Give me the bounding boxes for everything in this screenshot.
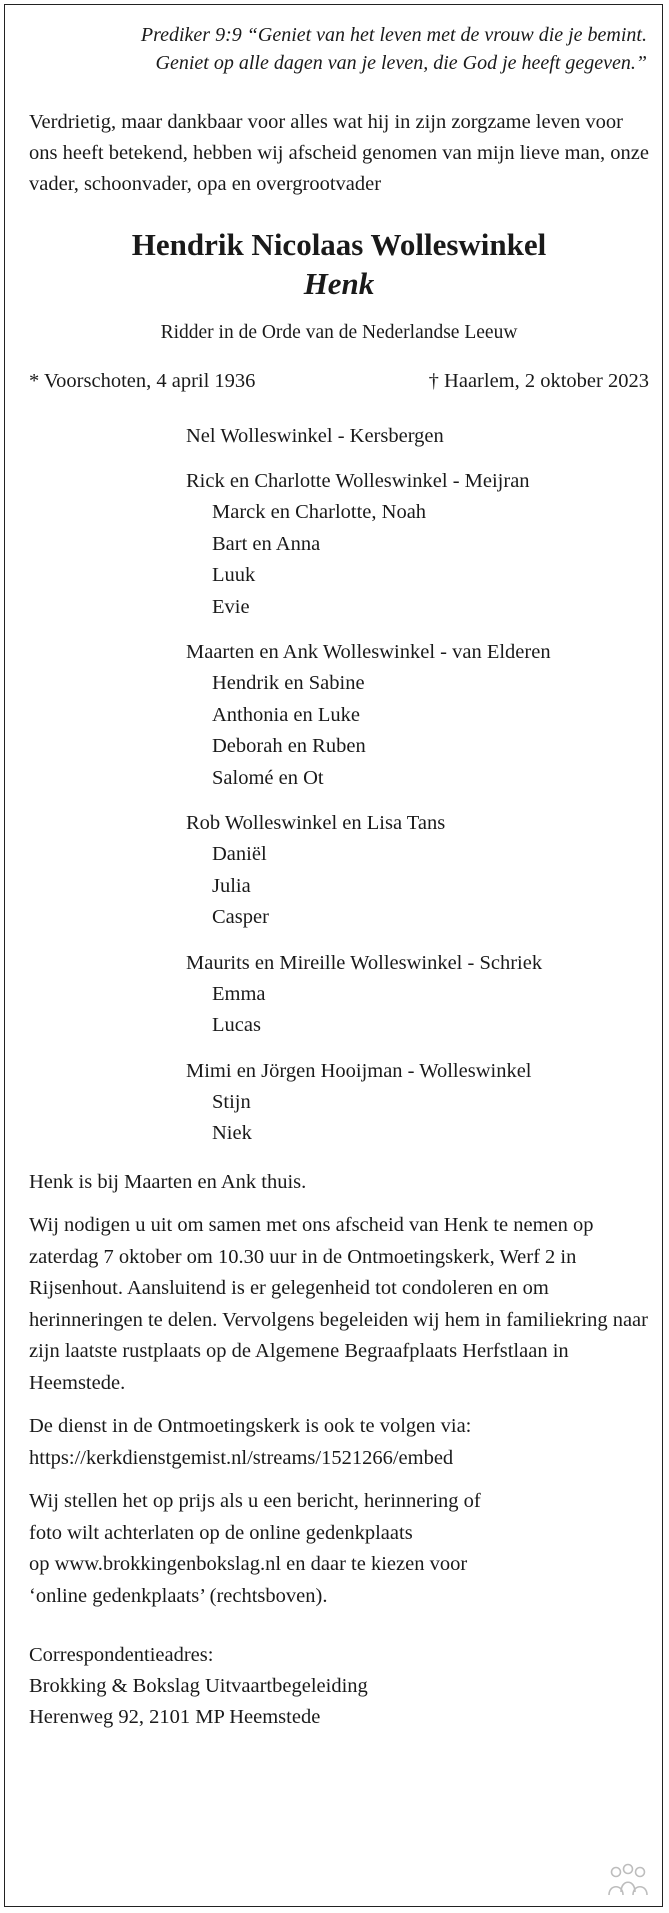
home-paragraph: Henk is bij Maarten en Ank thuis.: [29, 1170, 307, 1193]
family-group: [186, 808, 649, 934]
grandchild-entry: Stijn: [212, 1090, 251, 1113]
notice-content: [29, 21, 649, 1733]
grandchild-entry: Julia: [212, 874, 251, 897]
deceased-nickname: Henk: [303, 266, 375, 301]
grandchild-entry: Marck en Charlotte, Noah: [212, 501, 427, 523]
family-group: [186, 948, 649, 1042]
grandchild-entry: Deborah en Ruben: [212, 735, 366, 757]
family-group-head: Rick en Charlotte Wolleswinkel - Meijran: [186, 470, 530, 492]
service-paragraph: Wij nodigen u uit om samen met ons afscheid van Henk te nemen op zaterdag 7 oktober om 10.30 uur in de Ontmoetingskerk, Werf 2 in Rijsenhout. Aansluitend is er gelegenheid tot condoleren en om herinneringen te delen. Vervolgens begeleiden wij hem in familiekring naar zijn laatste rustplaats op de Algemene Begraafplaats Herfstlaan in Heemstede.: [29, 1214, 648, 1394]
grandchild-entry: Evie: [212, 595, 250, 618]
correspondence-label: Correspondentieadres:: [29, 1644, 214, 1666]
stream-intro: De dienst in de Ontmoetingskerk is ook te volgen via:: [29, 1415, 472, 1437]
grandchild-entry: Emma: [212, 982, 266, 1005]
grandchild-entry: Hendrik en Sabine: [212, 672, 365, 694]
deceased-name: Hendrik Nicolaas Wolleswinkel: [131, 227, 547, 262]
quote-line-2: Geniet op alle dagen van je leven, die God je heeft gegeven.”: [155, 52, 647, 74]
grandchild-entry: Daniël: [212, 843, 267, 865]
grandchild-entry: Salomé en Ot: [212, 766, 324, 789]
family-group: [186, 637, 649, 794]
online-line-2: foto wilt achterlaten op de online gedenkplaats: [29, 1521, 413, 1544]
people-group-icon: [606, 1862, 650, 1900]
online-line-4: ‘online gedenkplaats’ (rechtsboven).: [29, 1584, 328, 1607]
quote-line-1: Prediker 9:9 “Geniet van het leven met de vrouw die je bemint.: [140, 24, 647, 46]
family-group-head: Nel Wolleswinkel - Kersbergen: [186, 425, 444, 447]
family-group-head: Maarten en Ank Wolleswinkel - van Elderen: [186, 641, 551, 663]
stream-paragraph: [29, 1411, 649, 1474]
life-dates: [29, 370, 649, 400]
grandchild-entry: Anthonia en Luke: [212, 703, 361, 726]
birth-date: * Voorschoten, 4 april 1936: [29, 370, 256, 392]
bible-quote: [29, 21, 649, 77]
honor-title: Ridder in de Orde van de Nederlandse Leeuw: [160, 322, 518, 343]
family-list: [186, 421, 649, 1150]
correspondence-company: Brokking & Bokslag Uitvaartbegeleiding: [29, 1675, 368, 1697]
family-group: [186, 1056, 649, 1150]
grandchild-entry: Casper: [212, 906, 269, 928]
correspondence-address-line: Herenweg 92, 2101 MP Heemstede: [29, 1706, 321, 1728]
grandchild-entry: Bart en Anna: [212, 532, 321, 555]
online-line-3: op www.brokkingenbokslag.nl en daar te kiezen voor: [29, 1553, 468, 1575]
death-date: † Haarlem, 2 oktober 2023: [428, 370, 649, 392]
family-group: [186, 421, 649, 452]
stream-url: https://kerkdienstgemist.nl/streams/1521266/embed: [29, 1446, 454, 1469]
online-paragraph: [29, 1486, 649, 1612]
online-line-1: Wij stellen het op prijs als u een bericht, herinnering of: [29, 1490, 481, 1512]
grandchild-entry: Niek: [212, 1122, 252, 1144]
grandchild-entry: Lucas: [212, 1014, 261, 1036]
family-group: [186, 466, 649, 623]
grandchild-entry: Luuk: [212, 564, 256, 586]
family-group-head: Rob Wolleswinkel en Lisa Tans: [186, 812, 446, 834]
notice-frame: [4, 4, 663, 1907]
family-group-head: Maurits en Mireille Wolleswinkel - Schriek: [186, 951, 543, 974]
correspondence-address: [29, 1640, 649, 1733]
intro-text: Verdrietig, maar dankbaar voor alles wat hij in zijn zorgzame leven voor ons heeft betekend, hebben wij afscheid genomen van mijn lieve man, onze vader, schoonvader, opa en overgrootvader: [29, 111, 649, 195]
family-group-head: Mimi en Jörgen Hooijman - Wolleswinkel: [186, 1059, 532, 1082]
